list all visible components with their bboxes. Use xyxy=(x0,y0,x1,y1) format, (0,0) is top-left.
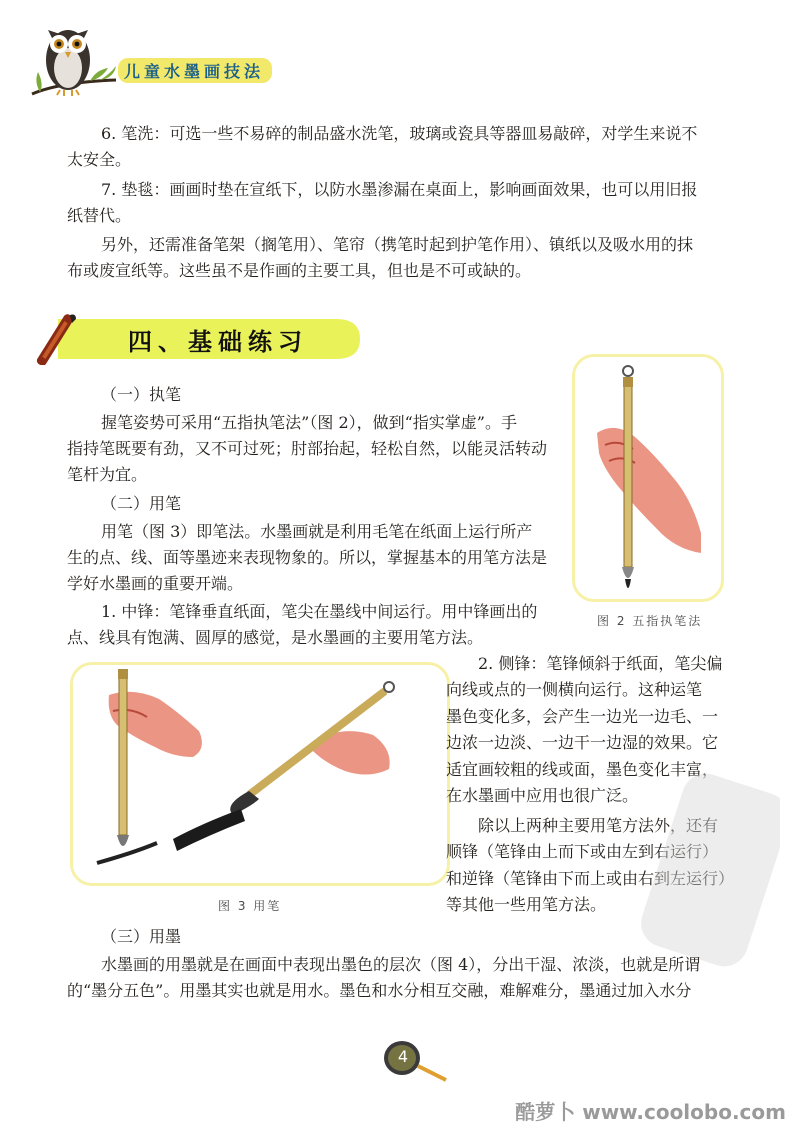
paragraph-line: 水墨画的用墨就是在画面中表现出墨色的层次（图 4），分出干湿、浓淡，也就是所谓 xyxy=(101,955,701,974)
paragraph-line: 用笔（图 3）即笔法。水墨画就是利用毛笔在纸面上运行所产 xyxy=(101,522,533,541)
paragraph-line: 除以上两种主要用笔方法外，还有 xyxy=(478,816,719,835)
paragraph-line: 墨色变化多，会产生一边光一边毛、一 xyxy=(446,707,719,726)
paragraph-line: 的“墨分五色”。用墨其实也就是用水。墨色和水分相互交融，难解难分，墨通过加入水分 xyxy=(67,981,692,1000)
paragraph-line: 点、线具有饱满、圆厚的感觉，是水墨画的主要用笔方法。 xyxy=(67,628,484,647)
subsection-heading: （三）用墨 xyxy=(101,927,182,946)
paragraph-line: 等其他一些用笔方法。 xyxy=(446,895,607,914)
subsection-heading: （一）执笔 xyxy=(101,385,182,404)
paragraph-line: 2. 侧锋：笔锋倾斜于纸面，笔尖偏 xyxy=(478,654,723,673)
paragraph-line: 布或废宣纸等。这些虽不是作画的主要工具，但也是不可或缺的。 xyxy=(67,261,532,280)
paragraph-line: 笔杆为宜。 xyxy=(67,465,148,484)
decorative-stamp-icon xyxy=(640,770,780,970)
paragraph-line: 握笔姿势可采用“五指执笔法”（图 2），做到“指实掌虚”。手 xyxy=(101,413,517,432)
paragraph-line: 顺锋（笔锋由上而下或由左到右运行） xyxy=(446,842,719,861)
paragraph-line: 在水墨画中应用也很广泛。 xyxy=(446,786,639,805)
paragraph-line: 学好水墨画的重要开端。 xyxy=(67,574,244,593)
figure-2-frame xyxy=(572,354,724,602)
paragraph-line: 1. 中锋：笔锋垂直纸面，笔尖在墨线中间运行。用中锋画出的 xyxy=(101,602,538,621)
owl-mascot-icon xyxy=(30,8,118,108)
paragraph-line: 纸替代。 xyxy=(67,206,132,225)
subsection-heading: （二）用笔 xyxy=(101,494,182,513)
brush-hand-illustration xyxy=(575,357,721,599)
paragraph-line: 指持笔既要有劲，又不可过死；肘部抬起，轻松自然，以能灵活转动 xyxy=(67,439,548,458)
page-number: 4 xyxy=(397,1047,409,1066)
paragraph-line: 适宜画较粗的线或面，墨色变化丰富， xyxy=(446,760,719,779)
paragraph-line: 生的点、线、面等墨迹来表现物象的。所以，掌握基本的用笔方法是 xyxy=(67,548,548,567)
site-watermark: 酷萝卜 www.coolobo.com xyxy=(515,1100,786,1124)
brush-strokes-illustration xyxy=(73,665,447,883)
paragraph-line: 7. 垫毯：画画时垫在宣纸下，以防水墨渗漏在桌面上，影响画面效果，也可以用旧报 xyxy=(101,180,698,199)
paragraph-line: 太安全。 xyxy=(67,150,132,169)
paragraph-line: 和逆锋（笔锋由下而上或由右到左运行） xyxy=(446,869,735,888)
series-title: 儿童水墨画技法 xyxy=(118,58,272,83)
figure-3-frame xyxy=(70,662,450,886)
paragraph-line: 6. 笔洗：可选一些不易碎的制品盛水洗笔，玻璃或瓷具等器皿易敲碎，对学生来说不 xyxy=(101,124,698,143)
paragraph-line: 边浓一边淡、一边干一边湿的效果。它 xyxy=(446,733,719,752)
paragraph-line: 另外，还需准备笔架（搁笔用）、笔帘（携笔时起到护笔作用）、镇纸以及吸水用的抹 xyxy=(101,235,694,254)
figure-2-caption: 图 2 五指执笔法 xyxy=(597,614,703,628)
page-header xyxy=(0,0,800,110)
section-title: 四、基础练习 xyxy=(128,328,308,356)
paragraph-line: 向线或点的一侧横向运行。这种运笔 xyxy=(446,680,703,699)
figure-3-caption: 图 3 用笔 xyxy=(218,899,282,913)
